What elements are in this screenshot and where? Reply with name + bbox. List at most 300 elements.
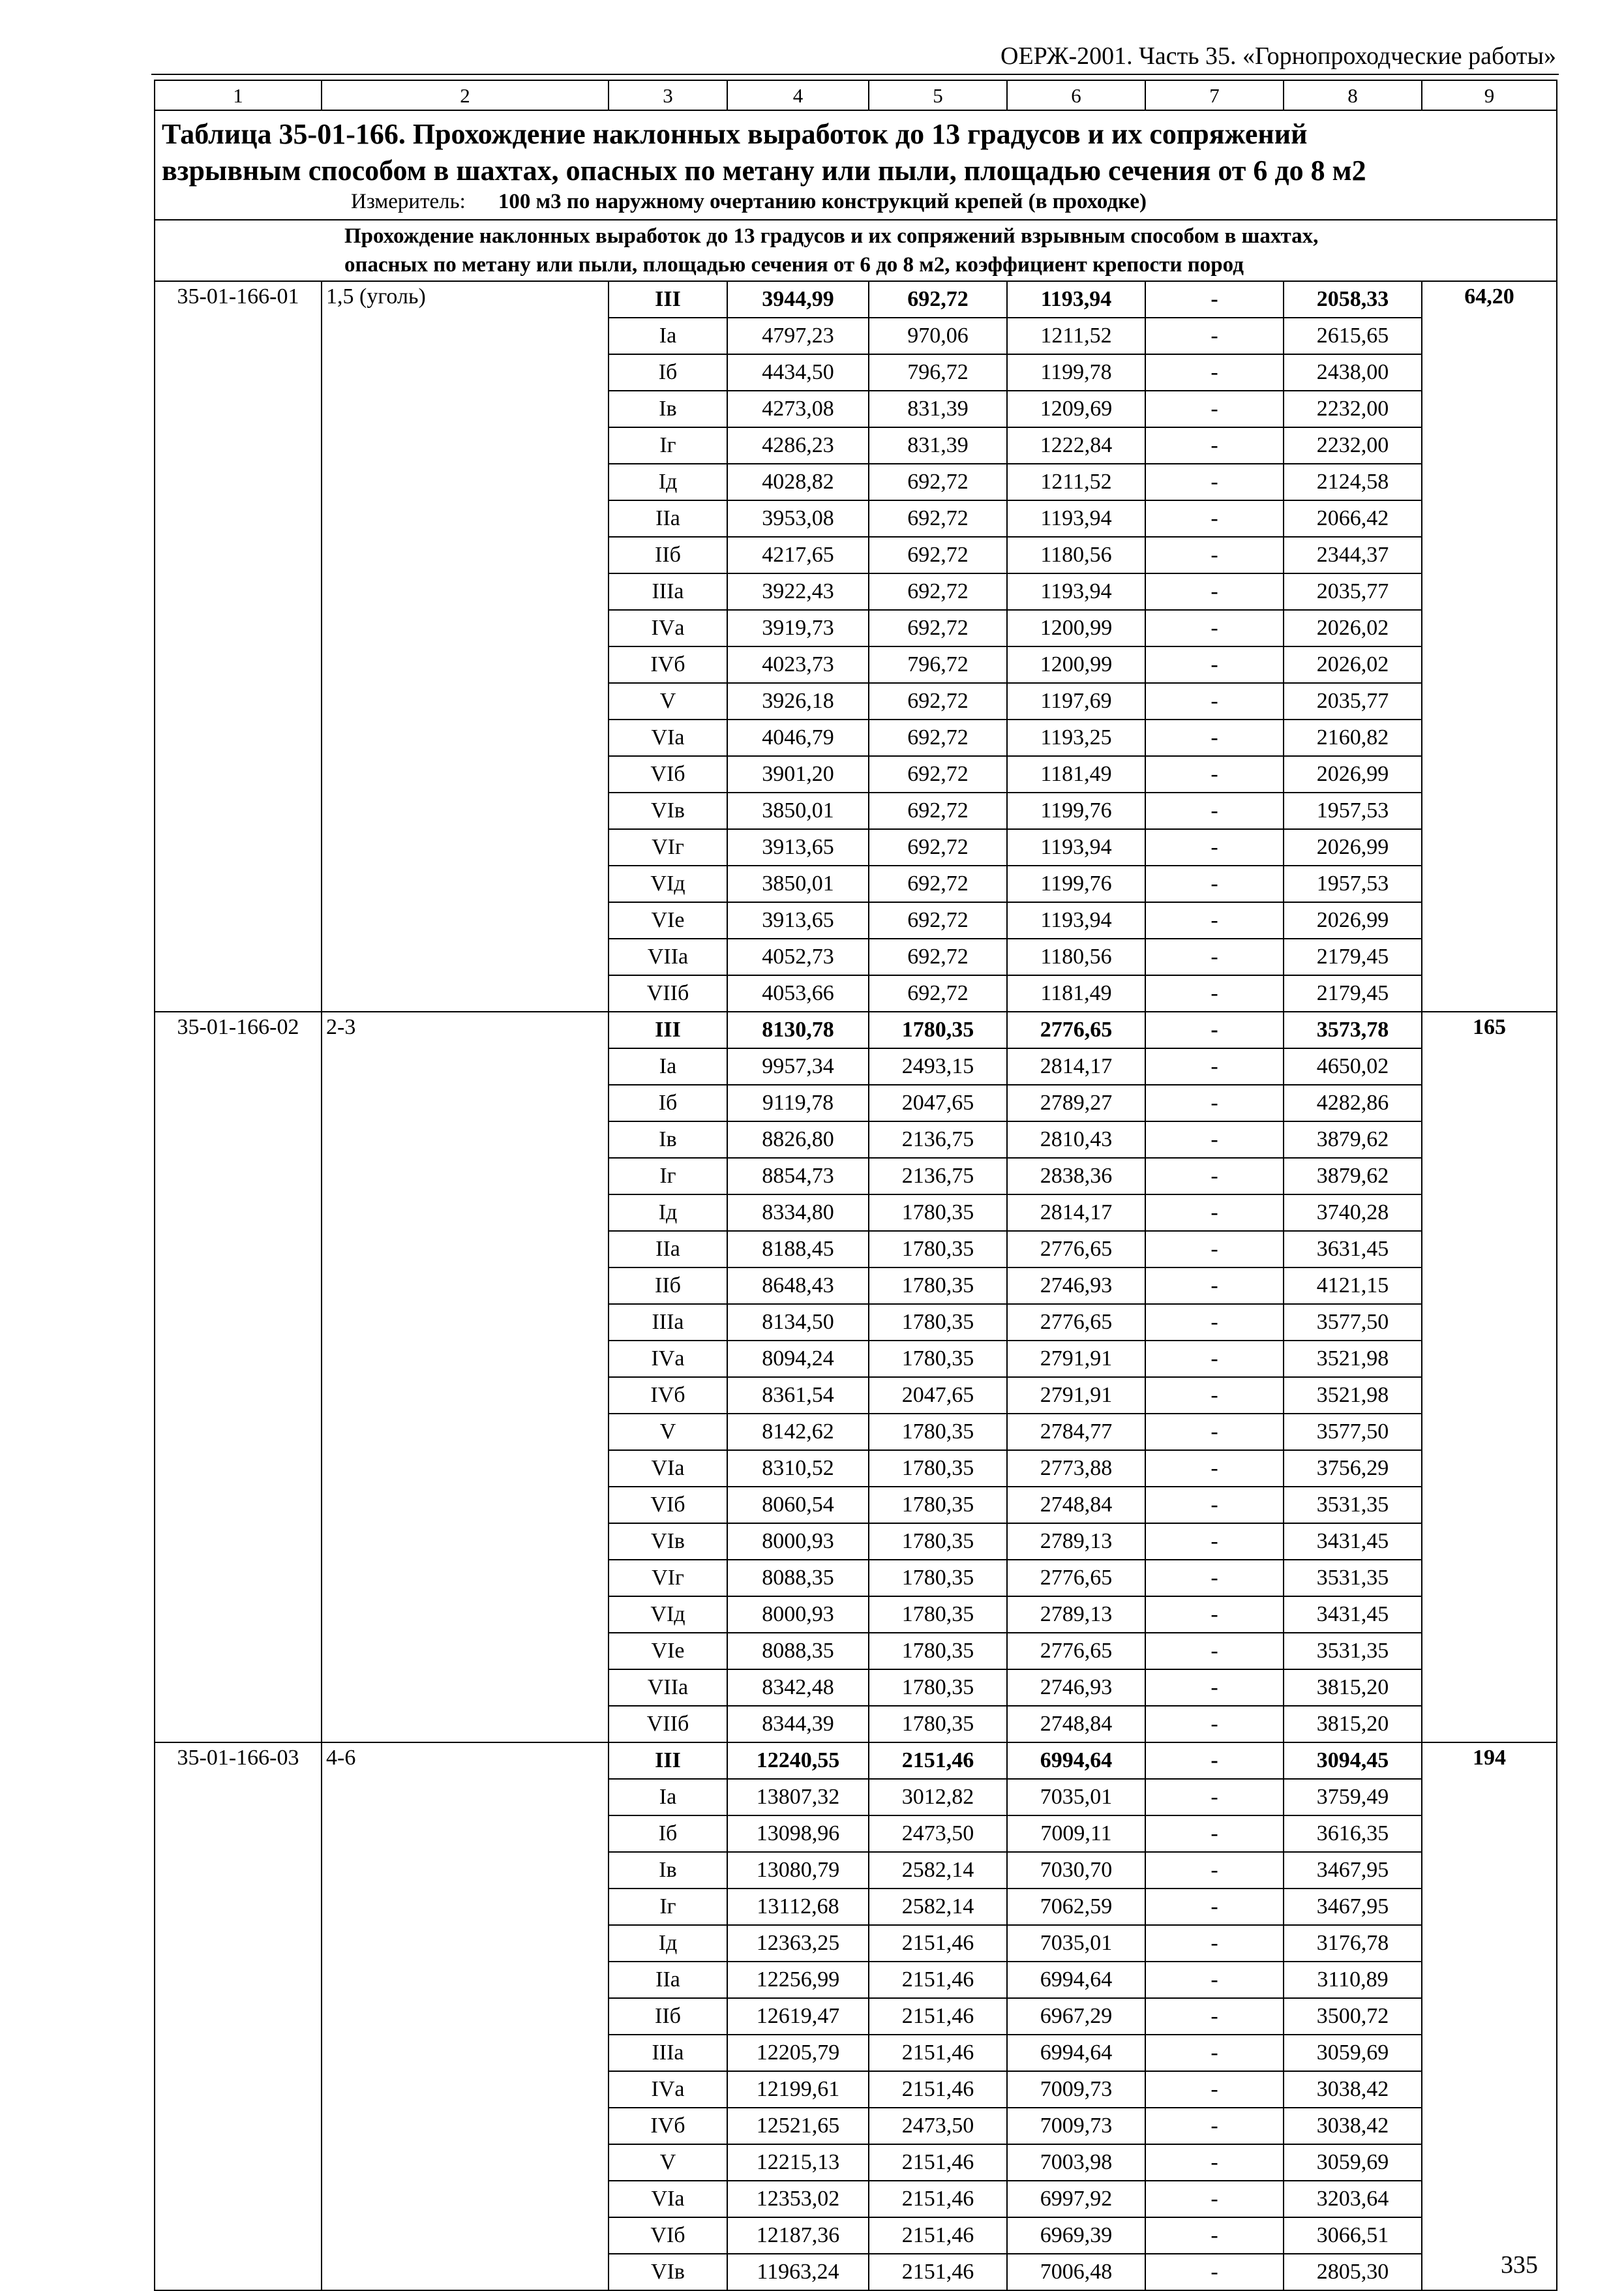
cost-value: 2151,46 [869,2254,1007,2290]
rock-hardness: 4-6 [322,1742,609,2290]
cost-value: 2789,27 [1007,1085,1145,1121]
subtitle-cell [155,220,1557,281]
cost-value: 2035,77 [1284,683,1422,720]
region-category: VIв [609,2254,727,2290]
cost-value: 8648,43 [727,1267,869,1304]
cost-value: 3094,45 [1284,1742,1422,1779]
cost-value: 796,72 [869,354,1007,391]
cost-value: 12205,79 [727,2035,869,2071]
cost-value: 2773,88 [1007,1450,1145,1487]
cost-value: 2784,77 [1007,1414,1145,1450]
cost-value: 7009,73 [1007,2071,1145,2108]
cost-value: - [1145,1742,1284,1779]
cost-value: 12619,47 [727,1998,869,2035]
title-row [155,110,1557,220]
cost-value: - [1145,1487,1284,1523]
cost-value: 8334,80 [727,1194,869,1231]
cost-value: 2438,00 [1284,354,1422,391]
cost-value: - [1145,391,1284,427]
region-category: Iв [609,1121,727,1158]
cost-value: 1957,53 [1284,866,1422,902]
region-category: Iг [609,427,727,464]
region-category: VIа [609,2181,727,2217]
cost-value: 3431,45 [1284,1523,1422,1560]
cost-value: 3913,65 [727,902,869,939]
cost-value: 3631,45 [1284,1231,1422,1267]
cost-value: 2151,46 [869,2071,1007,2108]
cost-value: 12240,55 [727,1742,869,1779]
table-row [155,1012,1557,1048]
labor-value: 64,20 [1422,281,1557,1012]
cost-value: 4217,65 [727,537,869,573]
cost-value: 7009,73 [1007,2108,1145,2144]
labor-value: 165 [1422,1012,1557,1742]
cost-value: 3066,51 [1284,2217,1422,2254]
cost-value: 3038,42 [1284,2108,1422,2144]
cost-value: 13098,96 [727,1815,869,1852]
table-row [155,1742,1557,1779]
cost-value: 1780,35 [869,1450,1007,1487]
cost-value: 8342,48 [727,1669,869,1706]
unit-line [351,189,1550,214]
cost-value: 1780,35 [869,1633,1007,1669]
cost-value: 2026,99 [1284,902,1422,939]
cost-value: 2136,75 [869,1158,1007,1194]
rate-code: 35-01-166-02 [155,1012,322,1742]
header-rule [151,74,1559,75]
region-category: IVб [609,2108,727,2144]
cost-value: 8094,24 [727,1341,869,1377]
cost-value: 12353,02 [727,2181,869,2217]
cost-value: 2814,17 [1007,1048,1145,1085]
cost-value: 8188,45 [727,1231,869,1267]
cost-value: 1181,49 [1007,756,1145,793]
cost-value: 2805,30 [1284,2254,1422,2290]
cost-value: 3944,99 [727,281,869,318]
cost-value: 3531,35 [1284,1560,1422,1596]
cost-value: 3500,72 [1284,1998,1422,2035]
cost-value: - [1145,793,1284,829]
cost-value: 8310,52 [727,1450,869,1487]
cost-value: 3521,98 [1284,1377,1422,1414]
cost-value: 2473,50 [869,1815,1007,1852]
region-category: IVа [609,610,727,646]
cost-value: 1780,35 [869,1414,1007,1450]
cost-value: 9119,78 [727,1085,869,1121]
region-category: V [609,1414,727,1450]
cost-value: - [1145,1706,1284,1742]
region-category: IVа [609,1341,727,1377]
cost-value: 3850,01 [727,793,869,829]
cost-value: 1211,52 [1007,464,1145,500]
cost-value: 692,72 [869,902,1007,939]
cost-value: 2838,36 [1007,1158,1145,1194]
cost-value: - [1145,537,1284,573]
cost-value: - [1145,610,1284,646]
cost-value: - [1145,1414,1284,1450]
cost-value: 2791,91 [1007,1377,1145,1414]
region-category: Iд [609,1194,727,1231]
cost-value: 8826,80 [727,1121,869,1158]
cost-value: 3059,69 [1284,2144,1422,2181]
cost-value: - [1145,500,1284,537]
cost-value: - [1145,1377,1284,1414]
cost-value: 2160,82 [1284,720,1422,756]
region-category: III [609,281,727,318]
cost-value: 3756,29 [1284,1450,1422,1487]
cost-value: 1193,94 [1007,902,1145,939]
region-category: IIб [609,537,727,573]
cost-value: - [1145,646,1284,683]
cost-value: 2151,46 [869,1742,1007,1779]
unit-label: Измеритель: [351,190,466,213]
cost-value: - [1145,902,1284,939]
cost-value: - [1145,1194,1284,1231]
column-number: 4 [727,80,869,110]
cost-value: 1193,25 [1007,720,1145,756]
region-category: Iб [609,354,727,391]
cost-value: - [1145,1304,1284,1341]
region-category: III [609,1012,727,1048]
cost-value: - [1145,2071,1284,2108]
cost-value: 8000,93 [727,1596,869,1633]
cost-value: 1780,35 [869,1487,1007,1523]
cost-value: 831,39 [869,427,1007,464]
cost-value: 3176,78 [1284,1925,1422,1962]
cost-value: 2026,99 [1284,756,1422,793]
cost-value: 6994,64 [1007,1742,1145,1779]
cost-value: - [1145,866,1284,902]
cost-value: 2582,14 [869,1889,1007,1925]
cost-value: 3913,65 [727,829,869,866]
cost-value: 1957,53 [1284,793,1422,829]
cost-value: 1199,76 [1007,866,1145,902]
table-row [155,281,1557,318]
region-category: VIа [609,720,727,756]
cost-value: 1222,84 [1007,427,1145,464]
cost-value: - [1145,1998,1284,2035]
cost-value: - [1145,1048,1284,1085]
cost-value: - [1145,1560,1284,1596]
cost-value: 2026,02 [1284,610,1422,646]
cost-value: 2151,46 [869,2217,1007,2254]
cost-value: 1181,49 [1007,975,1145,1012]
cost-value: 1780,35 [869,1560,1007,1596]
rock-hardness: 2-3 [322,1012,609,1742]
cost-value: 2814,17 [1007,1194,1145,1231]
cost-value: - [1145,829,1284,866]
cost-value: 2124,58 [1284,464,1422,500]
title-cell [155,110,1557,220]
table-title-line-2: взрывным способом в шахтах, опасных по метану или пыли, площадью сечения от 6 до 8 м2 [162,155,1366,187]
cost-value: - [1145,1231,1284,1267]
cost-value: 1780,35 [869,1669,1007,1706]
cost-value: 7035,01 [1007,1779,1145,1815]
cost-value: - [1145,939,1284,975]
column-number-row [155,80,1557,110]
cost-value: 4286,23 [727,427,869,464]
cost-value: - [1145,1669,1284,1706]
cost-value: 692,72 [869,683,1007,720]
cost-value: 2136,75 [869,1121,1007,1158]
cost-value: 3759,49 [1284,1779,1422,1815]
cost-value: 2047,65 [869,1377,1007,1414]
cost-value: 2232,00 [1284,391,1422,427]
cost-value: 2179,45 [1284,975,1422,1012]
region-category: Iг [609,1889,727,1925]
cost-value: 8000,93 [727,1523,869,1560]
cost-value: 2789,13 [1007,1523,1145,1560]
cost-value: 3531,35 [1284,1487,1422,1523]
cost-value: - [1145,2217,1284,2254]
cost-value: 8134,50 [727,1304,869,1341]
cost-value: 2776,65 [1007,1012,1145,1048]
cost-value: 3012,82 [869,1779,1007,1815]
cost-value: - [1145,683,1284,720]
cost-value: 6969,39 [1007,2217,1145,2254]
cost-value: 796,72 [869,646,1007,683]
cost-value: - [1145,1085,1284,1121]
region-category: IIб [609,1267,727,1304]
cost-value: 1180,56 [1007,939,1145,975]
cost-value: 11963,24 [727,2254,869,2290]
cost-value: 7009,11 [1007,1815,1145,1852]
cost-value: 4052,73 [727,939,869,975]
cost-value: 3850,01 [727,866,869,902]
region-category: VIв [609,793,727,829]
cost-value: 831,39 [869,391,1007,427]
column-number: 8 [1284,80,1422,110]
region-category: VIб [609,756,727,793]
region-category: VIв [609,1523,727,1560]
region-category: VIг [609,1560,727,1596]
cost-value: 6997,92 [1007,2181,1145,2217]
cost-value: 8344,39 [727,1706,869,1742]
cost-value: 3815,20 [1284,1669,1422,1706]
cost-value: 6967,29 [1007,1998,1145,2035]
cost-value: 692,72 [869,975,1007,1012]
cost-value: 1197,69 [1007,683,1145,720]
cost-value: 2776,65 [1007,1633,1145,1669]
cost-value: - [1145,2144,1284,2181]
cost-value: - [1145,1815,1284,1852]
cost-value: 9957,34 [727,1048,869,1085]
cost-value: 2151,46 [869,2035,1007,2071]
cost-value: 2748,84 [1007,1706,1145,1742]
cost-value: - [1145,1889,1284,1925]
cost-value: 1780,35 [869,1194,1007,1231]
cost-value: 7030,70 [1007,1852,1145,1889]
cost-value: 4053,66 [727,975,869,1012]
cost-value: - [1145,1596,1284,1633]
region-category: IIб [609,1998,727,2035]
cost-value: 8060,54 [727,1487,869,1523]
cost-value: 7062,59 [1007,1889,1145,1925]
column-number: 9 [1422,80,1557,110]
cost-value: 3577,50 [1284,1414,1422,1450]
cost-value: 692,72 [869,610,1007,646]
cost-value: 1209,69 [1007,391,1145,427]
cost-value: - [1145,1341,1284,1377]
cost-value: - [1145,1962,1284,1998]
cost-value: 1780,35 [869,1231,1007,1267]
cost-value: 3901,20 [727,756,869,793]
cost-value: 3577,50 [1284,1304,1422,1341]
region-category: VIIа [609,1669,727,1706]
cost-value: 2151,46 [869,1962,1007,1998]
cost-value: - [1145,281,1284,318]
cost-value: 1780,35 [869,1596,1007,1633]
cost-value: 4434,50 [727,354,869,391]
cost-value: - [1145,720,1284,756]
cost-value: 3740,28 [1284,1194,1422,1231]
cost-value: 1211,52 [1007,318,1145,354]
cost-value: - [1145,464,1284,500]
cost-value: - [1145,573,1284,610]
region-category: Iг [609,1158,727,1194]
cost-value: 8130,78 [727,1012,869,1048]
cost-value: 692,72 [869,756,1007,793]
rate-code: 35-01-166-03 [155,1742,322,2290]
region-category: IIIа [609,2035,727,2071]
cost-value: 3573,78 [1284,1012,1422,1048]
cost-value: 3431,45 [1284,1596,1422,1633]
region-category: V [609,2144,727,2181]
cost-value: 2776,65 [1007,1560,1145,1596]
subtitle-line-1: Прохождение наклонных выработок до 13 градусов и их сопряжений взрывным способом в шахтах, [344,224,1319,248]
cost-value: 6994,64 [1007,1962,1145,1998]
rate-code: 35-01-166-01 [155,281,322,1012]
column-number: 3 [609,80,727,110]
cost-value: 4023,73 [727,646,869,683]
cost-value: 2066,42 [1284,500,1422,537]
table-title-line-1: Таблица 35-01-166. Прохождение наклонных выработок до 13 градусов и их сопряжений [162,118,1308,150]
cost-value: 2746,93 [1007,1669,1145,1706]
cost-value: 2776,65 [1007,1231,1145,1267]
cost-value: 1199,78 [1007,354,1145,391]
region-category: VIе [609,902,727,939]
cost-value: - [1145,1633,1284,1669]
cost-value: - [1145,1267,1284,1304]
cost-value: 1200,99 [1007,610,1145,646]
cost-value: 4273,08 [727,391,869,427]
cost-value: 3922,43 [727,573,869,610]
cost-value: - [1145,427,1284,464]
cost-value: 12215,13 [727,2144,869,2181]
cost-value: 3879,62 [1284,1121,1422,1158]
cost-value: 1199,76 [1007,793,1145,829]
region-category: VIа [609,1450,727,1487]
cost-value: 2026,99 [1284,829,1422,866]
cost-value: 2232,00 [1284,427,1422,464]
cost-value: - [1145,2035,1284,2071]
region-category: IIа [609,1962,727,1998]
region-category: Iб [609,1085,727,1121]
cost-value: 7003,98 [1007,2144,1145,2181]
region-category: VIе [609,1633,727,1669]
cost-value: 1780,35 [869,1304,1007,1341]
cost-value: - [1145,354,1284,391]
region-category: IIа [609,1231,727,1267]
cost-value: 2151,46 [869,1998,1007,2035]
subtitle-row [155,220,1557,281]
cost-value: 692,72 [869,500,1007,537]
region-category: III [609,1742,727,1779]
cost-value: 2035,77 [1284,573,1422,610]
cost-value: 13080,79 [727,1852,869,1889]
cost-value: 692,72 [869,573,1007,610]
cost-value: 1193,94 [1007,500,1145,537]
cost-value: 3521,98 [1284,1341,1422,1377]
region-category: VIIа [609,939,727,975]
cost-value: 2748,84 [1007,1487,1145,1523]
cost-value: 13807,32 [727,1779,869,1815]
cost-value: 970,06 [869,318,1007,354]
cost-value: 8854,73 [727,1158,869,1194]
cost-value: 12256,99 [727,1962,869,1998]
region-category: Iа [609,318,727,354]
cost-value: 8361,54 [727,1377,869,1414]
cost-value: 1193,94 [1007,829,1145,866]
cost-value: 1200,99 [1007,646,1145,683]
cost-value: 3467,95 [1284,1852,1422,1889]
cost-value: 6994,64 [1007,2035,1145,2071]
region-category: Iд [609,1925,727,1962]
region-category: Iв [609,1852,727,1889]
cost-value: 3926,18 [727,683,869,720]
cost-value: 692,72 [869,464,1007,500]
region-category: IVб [609,1377,727,1414]
region-category: Iд [609,464,727,500]
cost-value: 4650,02 [1284,1048,1422,1085]
cost-value: 692,72 [869,793,1007,829]
cost-value: 13112,68 [727,1889,869,1925]
cost-value: 2151,46 [869,1925,1007,1962]
cost-value: 12199,61 [727,2071,869,2108]
cost-value: 4797,23 [727,318,869,354]
region-category: VIд [609,1596,727,1633]
cost-value: 4282,86 [1284,1085,1422,1121]
cost-value: - [1145,2254,1284,2290]
cost-value: 3616,35 [1284,1815,1422,1852]
cost-value: 12363,25 [727,1925,869,1962]
cost-value: 2582,14 [869,1852,1007,1889]
cost-value: - [1145,1450,1284,1487]
cost-value: 1780,35 [869,1267,1007,1304]
region-category: V [609,683,727,720]
column-number: 6 [1007,80,1145,110]
cost-value: 7035,01 [1007,1925,1145,1962]
cost-value: 692,72 [869,829,1007,866]
cost-value: 2746,93 [1007,1267,1145,1304]
cost-value: - [1145,1121,1284,1158]
cost-value: 3038,42 [1284,2071,1422,2108]
page-number: 335 [1501,2251,1538,2279]
cost-value: 4121,15 [1284,1267,1422,1304]
cost-value: 2151,46 [869,2144,1007,2181]
cost-value: 8088,35 [727,1633,869,1669]
region-category: Iа [609,1048,727,1085]
cost-value: 1780,35 [869,1341,1007,1377]
column-number: 1 [155,80,322,110]
region-category: VIб [609,1487,727,1523]
subtitle-line-2: опасных по метану или пыли, площадью сечения от 6 до 8 м2, коэффициент крепости пород [344,253,1244,277]
cost-value: 3531,35 [1284,1633,1422,1669]
region-category: Iа [609,1779,727,1815]
rates-table [154,80,1557,2291]
region-category: Iв [609,391,727,427]
cost-value: 3953,08 [727,500,869,537]
